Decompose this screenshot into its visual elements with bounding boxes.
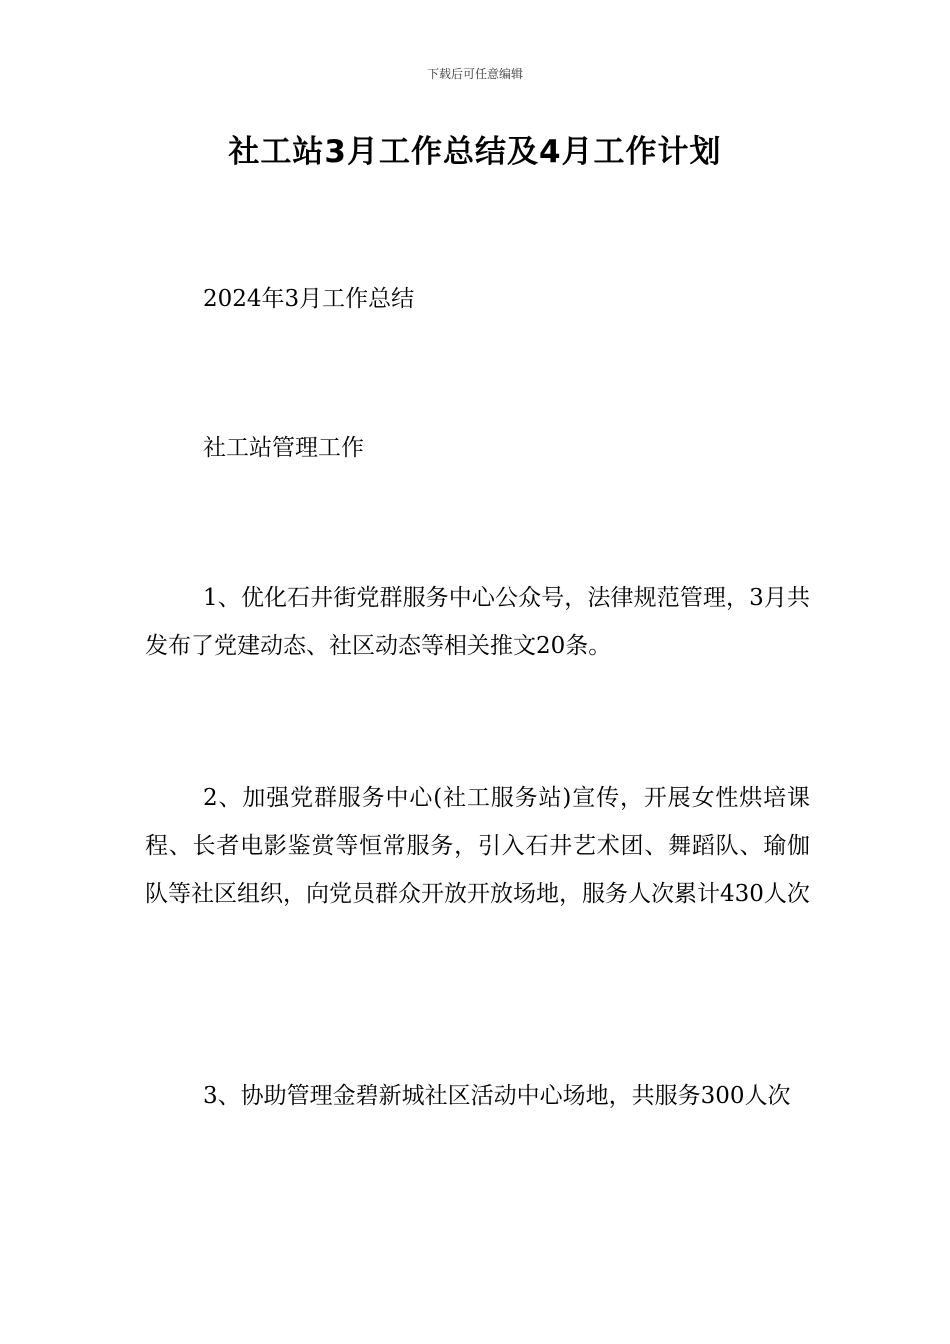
paragraph-2: 2、加强党群服务中心(社工服务站)宣传，开展女性烘培课程、长者电影鉴赏等恒常服务，引入石井艺术团、舞蹈队、瑜伽队等社区组织，向党员群众开放开放场地，服务人次累计430人次 (145, 785, 810, 907)
paragraph-3: 3、协助管理金碧新城社区活动中心场地，共服务300人次 (203, 1083, 791, 1109)
header-note: 下载后可任意编辑 (426, 67, 523, 81)
document-title: 社工站3月工作总结及4月工作计划 (228, 134, 722, 170)
paragraph-1: 1、优化石井街党群服务中心公众号，法律规范管理，3月共发布了党建动态、社区动态等相关推文20条。 (145, 585, 810, 659)
subsection-heading: 社工站管理工作 (203, 435, 364, 461)
section-heading: 2024年3月工作总结 (203, 286, 415, 312)
